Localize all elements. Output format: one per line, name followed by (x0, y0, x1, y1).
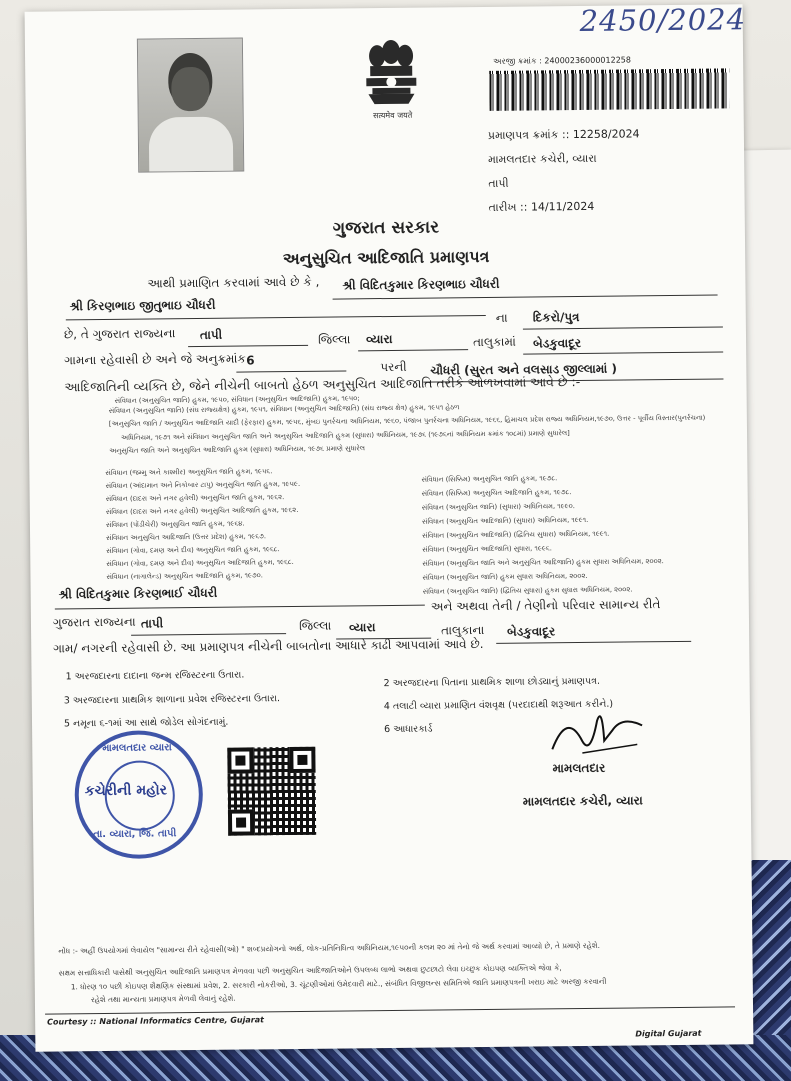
government-title: ગુજરાત સરકાર (332, 217, 440, 239)
applicant-name: શ્રી વિદિતકુમાર કિરણભાઇ ચૌધરી (342, 276, 500, 293)
applicant-name-repeat: શ્રી વિદિતકુમાર કિરણભાઈ ચૌધરી (58, 585, 218, 602)
note-1: નોંધ :- અહીં ઉપયોગમાં લેવાયેલ "સામાન્ય રીતે રહેવાસી(ઓ) " શબ્દપ્રયોગનો અર્થ, લોક-પ્રતિનિધિત્વ અધિનિયમ,૧૯૫૦ની કલમ ૨૦ માં તેનો જે અર્થ કરવામાં આવ્યો છે, તે પ્રમાણે રહેશે. (58, 940, 600, 956)
note-2: સક્ષમ સત્તાધિકારી પાસેથી અનુસુચિત આદિજાતિ પ્રમાણપત્ર મેળવવા પછી અનુસુચિત આદિજાતિઓને ઉપલબ્ધ લાભો અથવા છુટછાટો લેવા ઇચ્છુક કોઇપણ વ્યક્તિએ જેવા કે, (58, 963, 562, 978)
basis-text: ગામ/ નગરની રહેવાસી છે. આ પ્રમાણપત્ર નીચેની બાબતોના આધારે કાઢી આપવામાં આવે છે. (53, 637, 484, 656)
district-value: તાપી (199, 327, 223, 342)
signatory-office: મામલતદાર કચેરી, વ્યારા (522, 793, 643, 809)
taluka-value-2: વ્યારા (348, 620, 376, 635)
emblem-motto: सत्यमेव जयते (372, 110, 413, 121)
village-value: બેડકુવાદૂર (533, 335, 582, 351)
signatory-title: મામલતદાર (552, 760, 606, 776)
taluka-value: વ્યારા (365, 331, 393, 347)
district-value-2: તાપી (140, 616, 164, 631)
tribe-name: ચૌધરી (સુરત અને વલસાડ જીલ્લામાં ) (430, 361, 617, 378)
applicant-photo (137, 38, 244, 173)
village-value-2: બેડકુવાદૂર (507, 624, 556, 639)
issuing-office: મામલતદાર કચેરી, વ્યારા (488, 151, 597, 166)
note-3: 1. ધોરણ ૧૦ પછી કોઇપણ શૈક્ષણિક સંસ્થામાં પ્રવેશ, 2. સરકારી નોકરીઓ, 3. ચૂંટણીઓમાં ઉમેદવારી માટે., સંબંધિત વિજીલન્સ સમિતિએ જાતિ પ્રમાણપત્રની ખરાઇ માટે અરજી કરવાની (70, 976, 607, 992)
digital-gujarat-brand: Digital Gujarat (635, 1028, 702, 1039)
issue-date: તારીખ :: 14/11/2024 (488, 199, 595, 214)
application-number: અરજી ક્રમાંક : 24000236000012258 (493, 55, 631, 66)
relation: દિકરો/પુત્ર (532, 309, 580, 325)
father-name: શ્રી કિરણભાઇ જીતુભાઇ ચૌધરી (69, 297, 216, 314)
office-seal: મામલતદાર વ્યારા કચેરીની મહોર તા. વ્યારા, જિ. તાપી (74, 730, 203, 859)
handwritten-number: 2450/2024 (579, 2, 747, 38)
certify-prefix: આથી પ્રમાણિત કરવામાં આવે છે કે , (147, 274, 320, 291)
signature-mark (542, 700, 653, 761)
certificate-page: 2450/2024 सत्यमेव जयते અરજી ક્રમાંક : 24000236000012258 પ્રમાણપત્ર ક્રમાંક :: 12258/2024 મામલતદાર કચેરી, વ્યારા તાપી તારીખ :: 14/11/2024 ગુજરાત સરકાર અનુસુચિત આદિજાતિ પ્રમાણપત્ર આથી પ્રમાણિત કરવામાં આવે છે કે , શ્રી વિદિતકુમાર કિરણભાઇ ચૌધરી શ્રી કિરણભાઇ જીતુભાઇ ચૌધરી ના દિકરો/પુત્ર છે, તે ગુજરાત રાજ્યના તાપી જિલ્લા વ્યારા તાલુકામાં બેડકુવાદૂર ગામના રહેવાસી છે અને જે અનુક્રમાંક 6 પરની ચૌધરી (સુરત અને વલસાડ જીલ્લામાં ) આદિજાતિની વ્યક્તિ છે, જેને નીચેની બાબતો હેઠળ અનુસુચિત આદિજાતિ તરીકે ઓળખવામાં આવે છે :- સંવિધાન (અનુસુચિત જાતિ) હુકમ, ૧૯૫૦, સંવિધાન (અનુસુચિત આદિજાતિ) હુકમ, ૧૯૫૦; સંવિધાન (અનુસુચિત જાતિ) (સંઘ રાજ્યક્ષેત્ર) હુકમ, ૧૯૫૧, સંવિધાન (અનુસુચિત આદિજાતિ) (સંઘ રાજ્ય ક્ષેત્ર) હુકમ, ૧૯૫૧ હેઠળ [અનુસુચિત જાતિ / અનુસુચિત આદિજાતિ યાદી (ફેરફાર) હુકમ, ૧૯૫૬, મુંબઇ પુનર્રચના અધિનિયમ, ૧૯૬૦, પંજાબ પુનર્રચના અધિનિયમ, ૧૯૬૬, હિમાચલ પ્રદેશ રાજ્ય અધિનિયમ,૧૯૭૦, ઉત્તર - પૂર્વીય વિસ્તાર(પુનર્રચના) અધિનિયમ, ૧૯૭૧ અને સંવિધાન અનુસુચિત જાતિ અને અનુસુચિત આદિજાતિ હુકમ (સુધારા) અધિનિયમ, ૧૯૭૬ (૧૯૭૬નાં અધિનિયમ ક્રમાંક ૧૦૮માં) પ્રમાણે સુધારેલ] અનુસુચિત જાતિ અને અનુસુચિત આદિજાતિ હુકમ (સુધારા) અધિનિયમ, ૧૯૭૬ પ્રમાણે સુધારેલ સંવિધાન (જમ્મુ અને કાશ્મીર) અનુસુચિત જાતિ હુકમ, ૧૯૫૬. સંવિધાન (આંદામાન અને નિકોબાર ટાપુ) અનુસુચિત જાતિ હુકમ, ૧૯૫૯. સંવિધાન (દાદરા અને નગર હવેલી) અનુસુચિત જાતિ હુકમ, ૧૯૬૨. સંવિધાન (દાદરા અને નગર હવેલી) અનુસુચિત આદિજાતિ હુકમ, ૧૯૬૨. સંવિધાન (પોંડીચેરી) અનુસુચિત જાતિ હુકમ, ૧૯૬૪. સંવિધાન અનુસુચિત આદિજાતિ (ઉત્તર પ્રદેશ) હુકમ, ૧૯૬૭. સંવિધાન (ગોવા, દમણ અને દીવ) અનુસુચિત જાતિ હુકમ, ૧૯૬૮. સંવિધાન (ગોવા, દમણ અને દીવ) અનુસુચિત આદિજાતિ હુકમ, ૧૯૬૮. સંવિધાન (નાગાલેન્ડ) અનુસુચિત આદિજાતિ હુકમ, ૧૯૭૦. સંવિધાન (સિક્કિમ) અનુસુચિત જાતિ હુકમ, ૧૯૭૮. સંવિધાન (સિક્કિમ) અનુસુચિત આદિજાતિ હુકમ, ૧૯૭૮. સંવિધાન (અનુસુચિત જાતિ) (સુધારા) અધિનિયમ, ૧૯૯૦. સંવિધાન (અનુસુચિત આદિજાતિ) (સુધારા) અધિનિયમ, ૧૯૯૧. સંવિધાન (અનુસુચિત આદિજાતિ) (દ્વિતિય સુધારા) અધિનિયમ, ૧૯૯૧. સંવિધાન (અનુસુચિત આદિજાતિ) સુધારા, ૧૯૯૬. સંવિધાન (અનુસુચિત જાતિ અને અનુસુચિત આદિજાતિ) હુકમ સુધારા અધિનિયમ, ૨૦૦૨. સંવિધાન (અનુસુચિત જાતિ) હુકમ સુધારા અધિનિયમ, ૨૦૦૨. સંવિધાન (અનુસુચિત જાતિ) (દ્વિતિય સુધારા) હુકમ સુધારા અધિનિયમ, ૨૦૦૨. શ્રી વિદિતકુમાર કિરણભાઈ ચૌધરી અને અથવા તેની / તેણીનો પરિવાર સામાન્ય રીતે ગુજરાત રાજ્યના તાપી જિલ્લા વ્યારા તાલુકાના બેડકુવાદૂર ગામ/ નગરની રહેવાસી છે. આ પ્રમાણપત્ર નીચેની બાબતોના આધારે કાઢી આપવામાં આવે છે. 1 અરજદારના દાદાના જન્મ રજિસ્ટરના ઉતારા. 2 અરજદારના પિતાના પ્રાથમિક શાળા છોડ્યાનું પ્રમાણપત્ર. 3 અરજદારના પ્રાથમિક શાળાના પ્રવેશ રજિસ્ટરના ઉતારા. 4 તલાટી વ્યારા પ્રમાણિત વંશવૃક્ષ (પરદાદાથી શરૂઆત કરીને.) 5 નમૂના ૬-૧માં આ સાથે જોડેલ સોગંદનામું. 6 આધારકાર્ડ મામલતદાર વ્યારા કચેરીની મહોર તા. વ્યારા, જિ. તાપી મામલતદાર મામલતદાર કચેરી, વ્યારા નોંધ :- અહીં ઉપયોગમાં લેવાયેલ "સામાન્ય રીતે રહેવાસી(ઓ) " શબ્દપ્રયોગનો અર્થ, લોક-પ્રતિનિધિત્વ અધિનિયમ,૧૯૫૦ની કલમ ૨૦ માં તેનો જે અર્થ કરવામાં આવ્યો છે, તે પ્રમાણે રહેશે. સક્ષમ સત્તાધિકારી પાસેથી અનુસુચિત આદિજાતિ પ્રમાણપત્ર મેળવવા પછી અનુસુચિત આદિજાતિઓને ઉપલબ્ધ લાભો અથવા છુટછાટો લેવા ઇચ્છુક કોઇપણ વ્યક્તિએ જેવા કે, 1. ધોરણ ૧૦ પછી કોઇપણ શૈક્ષણિક સંસ્થામાં પ્રવેશ, 2. સરકારી નોકરીઓ, 3. ચૂંટણીઓમાં ઉમેદવારી માટે., સંબંધિત વિજીલન્સ સમિતિએ જાતિ પ્રમાણપત્રની ખરાઇ માટે અરજી કરવાની રહેશે તથા માન્યતા પ્રમાણપત્ર મેળવી લેવાનું રહેશે. Courtesy :: National Informatics Centre, Gujarat Digital Gujarat (25, 4, 754, 1051)
qr-code (227, 747, 316, 836)
certificate-number: પ્રમાણપત્ર ક્રમાંક :: 12258/2024 (487, 127, 640, 142)
issuing-district: તાપી (488, 176, 509, 190)
note-4: રહેશે તથા માન્યતા પ્રમાણપત્ર મેળવી લેવાનું રહેશે. (90, 993, 236, 1005)
serial-number: 6 (246, 353, 255, 368)
courtesy: Courtesy :: National Informatics Centre, Gujarat (47, 1015, 264, 1027)
tribe-suffix: આદિજાતિની વ્યક્તિ છે, જેને નીચેની બાબતો હેઠળ અનુસુચિત આદિજાતિ તરીકે ઓળખવામાં આવે છે :- (64, 373, 581, 395)
barcode (489, 68, 729, 111)
certificate-title: અનુસુચિત આદિજાતિ પ્રમાણપત્ર (282, 246, 490, 269)
